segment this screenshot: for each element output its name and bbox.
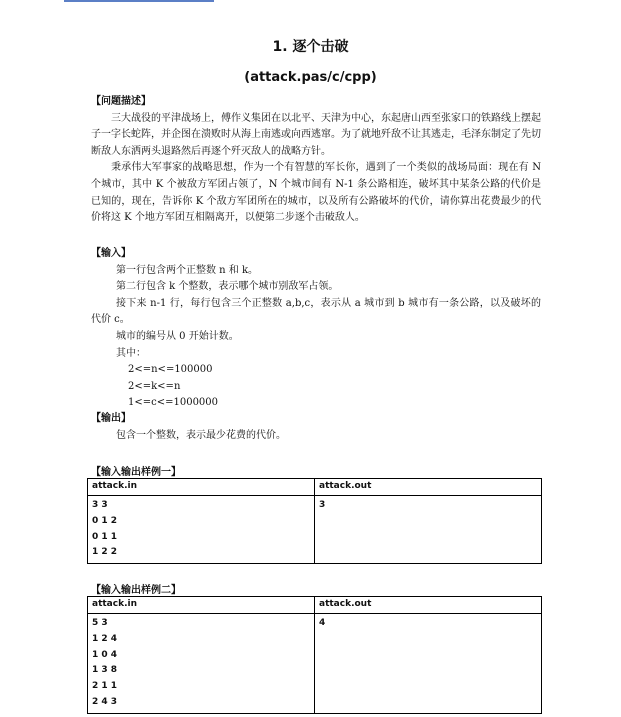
sample2-in-line: 5 3 bbox=[92, 618, 108, 628]
sample2-in-header: attack.in bbox=[88, 597, 315, 614]
sample1-in-line: 1 2 2 bbox=[92, 547, 118, 558]
sample1-out-header: attack.out bbox=[315, 479, 542, 496]
sample2-in-cell bbox=[88, 614, 315, 714]
sample2-in-line: 1 3 8 bbox=[92, 665, 118, 676]
sample2-caption: 【输入输出样例二】 bbox=[91, 585, 181, 596]
output-section bbox=[91, 411, 541, 444]
page-subtitle: (attack.pas/c/cpp) bbox=[244, 70, 377, 85]
sample2-in-line: 2 4 3 bbox=[92, 696, 118, 707]
sample1-in-line: 3 3 bbox=[92, 500, 108, 510]
sample2-in-line: 1 0 4 bbox=[92, 649, 118, 660]
problem-section bbox=[91, 94, 541, 227]
problem-paragraph-1: 三大战役的平津战场上，傅作义集团在以北平、天津为中心，东起唐山西至张家口的铁路线上摆起子一字长蛇阵，并企图在溃败时从海上南逃或向西逃窜。为了就地歼敌不让其逃走，毛泽东制定了先切断敌人东洒两头退路然后再逐个歼灭敌人的战略方针。 bbox=[91, 112, 541, 157]
input-line-5: 其中： bbox=[116, 347, 146, 359]
sample2-out-cell bbox=[315, 614, 542, 714]
sample1-in-line: 0 1 2 bbox=[92, 515, 118, 526]
problem-paragraph-2: 秉承伟大军事家的战略思想，作为一个有智慧的军长你，遇到了一个类似的战场局面：现在有 N 个城市，其中 K 个被敌方军团占领了，N 个城市间有 N-1 条公路相连，破坏其中某条公路的代价是已知的，现在，告诉你 K 个敌方军团所在的城市，以及所有公路破坏的代价，请你算出花费最少的代价将这 K 个地方军团互相隔离开，以便第二步逐个击破敌人。 bbox=[91, 162, 541, 224]
problem-heading: 【问题描述】 bbox=[91, 96, 151, 107]
constraint-n: 2<=n<=100000 bbox=[128, 364, 213, 376]
sample1-out-line: 3 bbox=[319, 500, 326, 510]
output-line-1: 包含一个整数，表示最少花费的代价。 bbox=[116, 429, 286, 441]
input-line-1: 第一行包含两个正整数 n 和 k。 bbox=[116, 264, 259, 276]
sample1-table bbox=[87, 478, 542, 564]
sample1-caption: 【输入输出样例一】 bbox=[91, 467, 181, 478]
sample1-in-cell bbox=[88, 496, 315, 564]
sample1-in-line: 0 1 1 bbox=[92, 531, 118, 542]
input-heading: 【输入】 bbox=[91, 248, 131, 259]
sample2-table bbox=[87, 596, 542, 714]
sample1-in-header: attack.in bbox=[88, 479, 315, 496]
input-section bbox=[91, 246, 541, 412]
input-line-4: 城市的编号从 0 开始计数。 bbox=[116, 330, 239, 342]
sample2-in-line: 2 1 1 bbox=[92, 681, 118, 692]
input-line-2: 第二行包含 k 个整数，表示哪个城市别敌军占领。 bbox=[116, 281, 339, 293]
input-line-3: 接下来 n-1 行，每行包含三个正整数 a,b,c，表示从 a 城市到 b 城市有一条公路，以及破坏的代价 c。 bbox=[91, 297, 541, 326]
sample2-in-line: 1 2 4 bbox=[92, 633, 118, 644]
sample2-out-header: attack.out bbox=[315, 597, 542, 614]
output-heading: 【输出】 bbox=[91, 413, 131, 424]
constraint-k: 2<=k<=n bbox=[128, 380, 181, 392]
sample1-out-cell bbox=[315, 496, 542, 564]
header-rule bbox=[64, 0, 214, 2]
constraint-c: 1<=c<=1000000 bbox=[128, 397, 219, 409]
sample2-out-line: 4 bbox=[319, 618, 326, 628]
page-title: 1. 逐个击破 bbox=[272, 39, 349, 55]
